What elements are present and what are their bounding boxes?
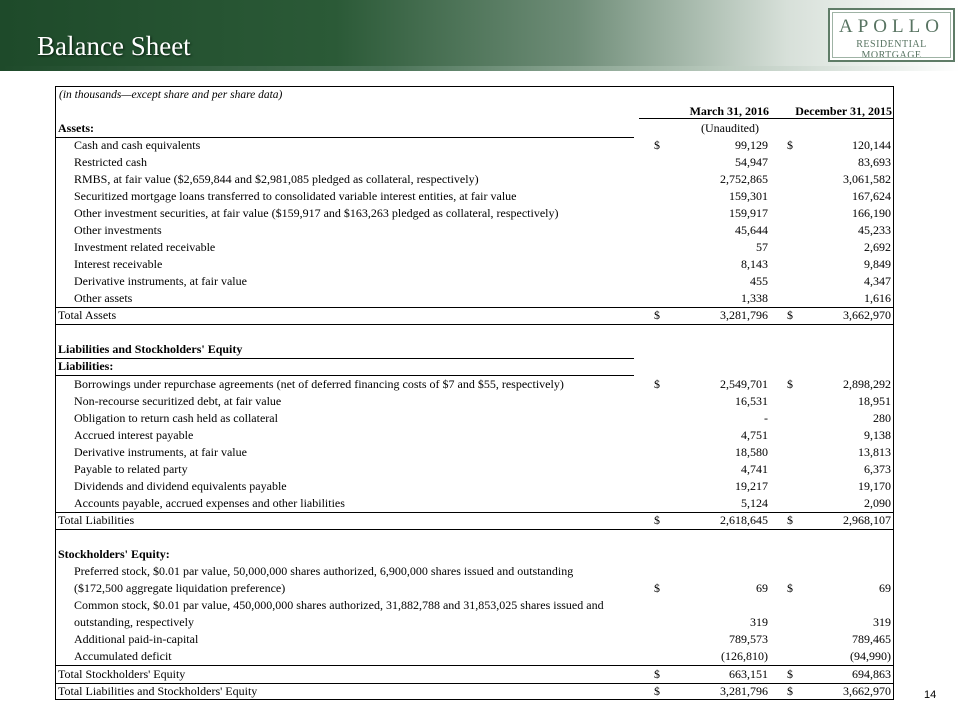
value-march-2016: 5,124 bbox=[741, 496, 768, 510]
value-march-2016: 45,644 bbox=[735, 223, 768, 237]
value-march-2016: 19,217 bbox=[735, 479, 768, 493]
value-december-2015: 18,951 bbox=[858, 394, 891, 408]
value-december-2015: 3,662,970 bbox=[843, 308, 891, 322]
row-label: Obligation to return cash held as collateral bbox=[74, 411, 278, 425]
column-header-march-2016: March 31, 2016 bbox=[689, 104, 769, 118]
table-row bbox=[55, 427, 894, 444]
value-march-2016: 16,531 bbox=[735, 394, 768, 408]
row-label: Non-recourse securitized debt, at fair value bbox=[74, 394, 282, 408]
dollar-sign: $ bbox=[654, 138, 660, 152]
dollar-sign: $ bbox=[654, 667, 660, 681]
value-december-2015: 694,863 bbox=[852, 667, 891, 681]
row-label: Payable to related party bbox=[74, 462, 188, 476]
row-label: Derivative instruments, at fair value bbox=[74, 445, 247, 459]
company-logo bbox=[828, 8, 955, 62]
dollar-sign: $ bbox=[654, 581, 660, 595]
row-label: Accumulated deficit bbox=[74, 649, 172, 663]
value-december-2015: 120,144 bbox=[852, 138, 891, 152]
dollar-sign: $ bbox=[787, 513, 793, 527]
value-december-2015: 2,692 bbox=[864, 240, 891, 254]
table-row bbox=[55, 393, 894, 410]
value-december-2015: 166,190 bbox=[852, 206, 891, 220]
grand-total-row bbox=[55, 683, 894, 700]
table-row bbox=[55, 614, 894, 631]
value-march-2016: 3,281,796 bbox=[720, 308, 768, 322]
table-row bbox=[55, 376, 894, 393]
dollar-sign: $ bbox=[654, 377, 660, 391]
row-label: Cash and cash equivalents bbox=[74, 138, 201, 152]
row-label: RMBS, at fair value ($2,659,844 and $2,981,085 pledged as collateral, respectively) bbox=[74, 172, 479, 186]
value-december-2015: 45,233 bbox=[858, 223, 891, 237]
value-december-2015: 69 bbox=[879, 581, 891, 595]
unaudited-label: (Unaudited) bbox=[701, 121, 759, 135]
value-march-2016: 3,281,796 bbox=[720, 684, 768, 698]
table-row bbox=[55, 205, 894, 222]
table-row bbox=[55, 137, 894, 154]
value-march-2016: 4,751 bbox=[741, 428, 768, 442]
row-label: Restricted cash bbox=[74, 155, 147, 169]
dollar-sign: $ bbox=[787, 667, 793, 681]
liabilities-heading: Liabilities: bbox=[58, 359, 114, 373]
value-december-2015: 13,813 bbox=[858, 445, 891, 459]
section-divider bbox=[55, 324, 894, 325]
row-label: Total Assets bbox=[58, 308, 117, 322]
logo-subtitle: RESIDENTIAL MORTGAGE bbox=[856, 39, 927, 61]
value-march-2016: 99,129 bbox=[735, 138, 768, 152]
table-row bbox=[55, 631, 894, 648]
row-label: Other assets bbox=[74, 291, 133, 305]
value-march-2016: 18,580 bbox=[735, 445, 768, 459]
value-march-2016: 2,752,865 bbox=[720, 172, 768, 186]
logo-wordmark: APOLLO bbox=[839, 16, 944, 37]
table-row bbox=[55, 478, 894, 495]
row-label: outstanding, respectively bbox=[74, 615, 194, 629]
column-header-rule bbox=[639, 118, 894, 119]
value-march-2016: (126,810) bbox=[721, 649, 768, 663]
assets-heading: Assets: bbox=[58, 121, 94, 135]
row-label: Investment related receivable bbox=[74, 240, 216, 254]
table-row bbox=[55, 188, 894, 205]
row-label: Other investment securities, at fair value ($159,917 and $163,263 pledged as collateral, respectively) bbox=[74, 206, 559, 220]
table-row bbox=[55, 154, 894, 171]
table-row bbox=[55, 410, 894, 427]
row-label: Interest receivable bbox=[74, 257, 163, 271]
value-december-2015: 2,968,107 bbox=[843, 513, 891, 527]
table-row bbox=[55, 341, 894, 358]
dollar-sign: $ bbox=[787, 581, 793, 595]
table-row bbox=[55, 495, 894, 512]
units-note: (in thousands—except share and per share data) bbox=[59, 89, 283, 101]
value-december-2015: 6,373 bbox=[864, 462, 891, 476]
value-march-2016: 8,143 bbox=[741, 257, 768, 271]
row-label: Accounts payable, accrued expenses and other liabilities bbox=[74, 496, 345, 510]
table-row bbox=[55, 444, 894, 461]
row-label: Securitized mortgage loans transferred to consolidated variable interest entities, at fair value bbox=[74, 189, 517, 203]
dollar-sign: $ bbox=[787, 377, 793, 391]
table-row bbox=[55, 256, 894, 273]
value-march-2016: 789,573 bbox=[729, 632, 768, 646]
row-label: Common stock, $0.01 par value, 450,000,000 shares authorized, 31,882,788 and 31,853,025 shares issued and bbox=[74, 598, 604, 612]
total-liabilities-row bbox=[55, 512, 894, 529]
section-divider bbox=[55, 529, 894, 530]
table-row bbox=[55, 580, 894, 597]
dollar-sign: $ bbox=[787, 138, 793, 152]
value-december-2015: 1,616 bbox=[864, 291, 891, 305]
table-row bbox=[55, 546, 894, 563]
value-december-2015: 4,347 bbox=[864, 274, 891, 288]
value-march-2016: 54,947 bbox=[735, 155, 768, 169]
page-title: Balance Sheet bbox=[37, 31, 191, 61]
value-march-2016: - bbox=[764, 411, 768, 425]
value-march-2016: 69 bbox=[756, 581, 768, 595]
value-december-2015: (94,990) bbox=[850, 649, 891, 663]
total-equity-row bbox=[55, 666, 894, 683]
dollar-sign: $ bbox=[787, 308, 793, 322]
value-december-2015: 3,662,970 bbox=[843, 684, 891, 698]
dollar-sign: $ bbox=[787, 684, 793, 698]
row-label: Total Stockholders' Equity bbox=[58, 667, 186, 681]
row-label: Additional paid-in-capital bbox=[74, 632, 199, 646]
value-march-2016: 57 bbox=[756, 240, 768, 254]
column-header-december-2015: December 31, 2015 bbox=[795, 104, 892, 118]
value-december-2015: 789,465 bbox=[852, 632, 891, 646]
table-row bbox=[55, 648, 894, 665]
value-march-2016: 4,741 bbox=[741, 462, 768, 476]
value-march-2016: 319 bbox=[750, 615, 768, 629]
table-row bbox=[55, 273, 894, 290]
value-march-2016: 159,917 bbox=[729, 206, 768, 220]
row-label: Derivative instruments, at fair value bbox=[74, 274, 247, 288]
row-label: Total Liabilities bbox=[58, 513, 135, 527]
row-label: Borrowings under repurchase agreements (net of deferred financing costs of $7 and $55, respectively) bbox=[74, 377, 564, 391]
table-row bbox=[55, 222, 894, 239]
value-december-2015: 2,898,292 bbox=[843, 377, 891, 391]
value-december-2015: 319 bbox=[873, 615, 891, 629]
value-december-2015: 19,170 bbox=[858, 479, 891, 493]
row-label: Other investments bbox=[74, 223, 162, 237]
value-march-2016: 663,151 bbox=[729, 667, 768, 681]
header-rule bbox=[0, 66, 960, 71]
row-label: ($172,500 aggregate liquidation preference) bbox=[74, 581, 286, 595]
value-march-2016: 2,549,701 bbox=[720, 377, 768, 391]
row-label: Preferred stock, $0.01 par value, 50,000,000 shares authorized, 6,900,000 shares issued and outstanding bbox=[74, 564, 574, 578]
table-row bbox=[55, 461, 894, 478]
dollar-sign: $ bbox=[654, 684, 660, 698]
table-row bbox=[55, 171, 894, 188]
value-december-2015: 83,693 bbox=[858, 155, 891, 169]
value-december-2015: 9,138 bbox=[864, 428, 891, 442]
dollar-sign: $ bbox=[654, 513, 660, 527]
value-march-2016: 1,338 bbox=[741, 291, 768, 305]
equity-heading: Stockholders' Equity: bbox=[58, 547, 170, 561]
table-row bbox=[55, 290, 894, 307]
table-row bbox=[55, 120, 894, 137]
table-row bbox=[55, 358, 894, 375]
table-row bbox=[55, 563, 894, 580]
liabilities-equity-heading: Liabilities and Stockholders' Equity bbox=[58, 342, 243, 356]
row-label: Dividends and dividend equivalents payable bbox=[74, 479, 287, 493]
value-december-2015: 167,624 bbox=[852, 189, 891, 203]
value-march-2016: 159,301 bbox=[729, 189, 768, 203]
value-december-2015: 9,849 bbox=[864, 257, 891, 271]
total-assets-row bbox=[55, 307, 894, 324]
page-number: 14 bbox=[924, 689, 937, 701]
value-march-2016: 2,618,645 bbox=[720, 513, 768, 527]
table-row bbox=[55, 239, 894, 256]
value-march-2016: 455 bbox=[750, 274, 768, 288]
value-december-2015: 3,061,582 bbox=[843, 172, 891, 186]
row-label: Total Liabilities and Stockholders' Equity bbox=[58, 684, 258, 698]
dollar-sign: $ bbox=[654, 308, 660, 322]
value-december-2015: 2,090 bbox=[864, 496, 891, 510]
row-label: Accrued interest payable bbox=[74, 428, 194, 442]
value-december-2015: 280 bbox=[873, 411, 891, 425]
table-row bbox=[55, 597, 894, 614]
